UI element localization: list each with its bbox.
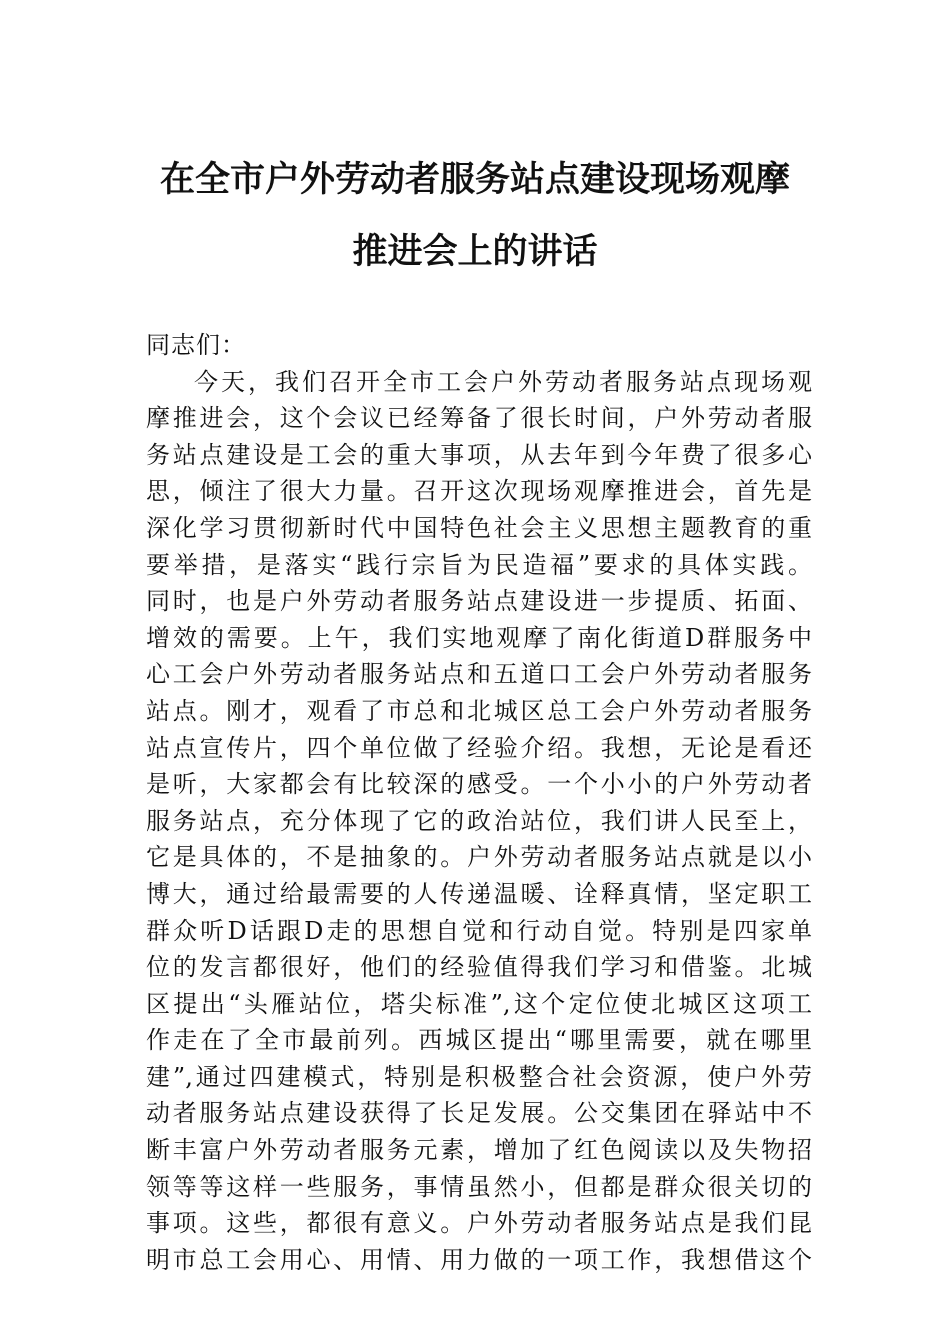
body-line: 摩推进会，这个会议已经筹备了很长时间，户外劳动者服 <box>146 404 812 433</box>
body-line: 作走在了全市最前列。西城区提出“哪里需要，就在哪里 <box>146 1026 812 1055</box>
body-line: 区提出“头雁站位，塔尖标准”,这个定位使北城区这项工 <box>146 989 812 1018</box>
body-line: 明市总工会用心、用情、用力做的一项工作，我想借这个 <box>146 1245 812 1274</box>
body-paragraph <box>146 364 812 1279</box>
body-line: 务站点建设是工会的重大事项，从去年到今年费了很多心 <box>146 440 812 469</box>
body-line: 博大，通过给最需要的人传递温暖、诠释真情，坚定职工 <box>146 879 812 908</box>
salutation: 同志们： <box>146 331 246 359</box>
body-line: 站点。刚才，观看了市总和北城区总工会户外劳动者服务 <box>146 696 812 725</box>
title-line-2: 推进会上的讲话 <box>352 231 598 272</box>
body-line: 今天，我们召开全市工会户外劳动者服务站点现场观 <box>194 367 812 396</box>
document-body <box>146 327 812 1278</box>
body-line: 站点宣传片，四个单位做了经验介绍。我想，无论是看还 <box>146 733 812 762</box>
body-line: 群众听D话跟D走的思想自觉和行动自觉。特别是四家单 <box>146 916 812 945</box>
body-line: 事项。这些，都很有意义。户外劳动者服务站点是我们昆 <box>146 1209 812 1238</box>
body-line: 是听，大家都会有比较深的感受。一个小小的户外劳动者 <box>146 770 812 799</box>
body-line: 领等等这样一些服务，事情虽然小，但都是群众很关切的 <box>146 1172 812 1201</box>
body-line: 它是具体的，不是抽象的。户外劳动者服务站点就是以小 <box>146 843 812 872</box>
title-line-1: 在全市户外劳动者服务站点建设现场观摩 <box>159 159 790 200</box>
body-line: 同时，也是户外劳动者服务站点建设进一步提质、拓面、 <box>146 587 812 616</box>
body-line: 服务站点，充分体现了它的政治站位，我们讲人民至上， <box>146 806 812 835</box>
body-line: 建”,通过四建模式，特别是积极整合社会资源，使户外劳 <box>146 1062 812 1091</box>
body-line: 断丰富户外劳动者服务元素，增加了红色阅读以及失物招 <box>146 1136 812 1165</box>
body-line: 要举措，是落实“践行宗旨为民造福”要求的具体实践。 <box>146 550 812 579</box>
body-line: 动者服务站点建设获得了长足发展。公交集团在驿站中不 <box>146 1099 812 1128</box>
body-line: 心工会户外劳动者服务站点和五道口工会户外劳动者服务 <box>146 660 812 689</box>
body-line: 增效的需要。上午，我们实地观摩了南化街道D群服务中 <box>146 623 812 652</box>
body-line: 位的发言都很好，他们的经验值得我们学习和借鉴。北城 <box>146 953 812 982</box>
document-title <box>0 160 950 272</box>
body-line: 深化学习贯彻新时代中国特色社会主义思想主题教育的重 <box>146 513 812 542</box>
body-line: 思，倾注了很大力量。召开这次现场观摩推进会，首先是 <box>146 477 812 506</box>
